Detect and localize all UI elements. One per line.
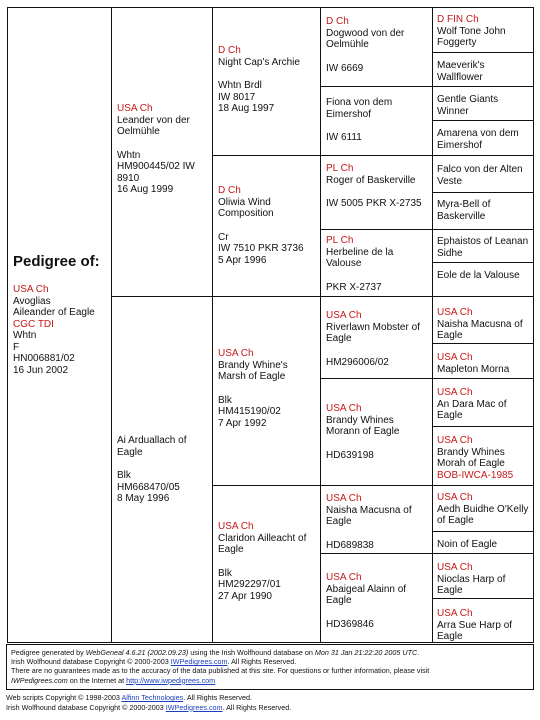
ancestor-title: USA Ch (437, 492, 473, 503)
ancestor-cell (433, 606, 534, 645)
copyright-block (6, 693, 291, 712)
grandparent-dob: 18 Aug 1997 (218, 103, 275, 114)
ancestor-cell (433, 433, 534, 483)
ancestor-cell (433, 490, 534, 529)
ancestor-name: Falco von der Alten Veste (437, 164, 523, 187)
ancestor-name: Myra-Bell of Baskerville (437, 199, 491, 222)
ancestor-title: USA Ch (437, 562, 473, 573)
copyright-text: . All Rights Reserved. (183, 693, 252, 702)
ancestor-title: USA Ch (437, 352, 473, 363)
divider (320, 86, 534, 87)
ggp-reg: HD639198 (326, 449, 374, 461)
dam-name: Ai Arduallach of Eagle (117, 435, 187, 458)
ancestor-title: USA Ch (437, 307, 473, 318)
divider (432, 531, 534, 532)
ancestor-title: USA Ch (437, 608, 473, 619)
ancestor-cell (433, 560, 534, 599)
great-grandparent-cell (321, 13, 432, 77)
ggp-name: Roger of Baskerville (326, 174, 416, 186)
ggp-reg: IW 5005 PKR X-2735 (326, 198, 422, 209)
ancestor-cell (433, 268, 534, 284)
grandparent-cell (213, 182, 320, 269)
ancestor-name: Noin of Eagle (437, 539, 498, 550)
ancestor-title: USA Ch (437, 435, 473, 446)
sire-color: Whtn (117, 149, 141, 161)
divider (320, 229, 534, 230)
grandparent-name: Night Cap's Archie (218, 56, 300, 68)
great-grandparent-cell (321, 569, 432, 633)
ancestor-name: Gentle Giants Winner (437, 94, 499, 117)
subject-name-1: Avoglias (13, 295, 51, 307)
ancestor-name: Wolf Tone John Foggerty (437, 25, 506, 48)
grandparent-reg: IW 7510 PKR 3736 (218, 243, 304, 254)
ancestor-cell (433, 92, 534, 119)
footer-app-name: WebGeneal 4.6.21 (85, 648, 146, 657)
divider (432, 262, 534, 263)
ancestor-name: Arra Sue Harp of Eagle (437, 619, 513, 642)
ancestor-cell (433, 162, 534, 189)
grandparent-name: Oliwia Wind Composition (218, 196, 274, 219)
grandparent-dob: 27 Apr 1990 (218, 590, 272, 602)
iwpedigrees-link[interactable]: IWPedigrees.com (165, 702, 223, 712)
ancestor-cell (433, 58, 534, 85)
great-grandparent-cell (321, 307, 432, 371)
ancestor-name: Eole de la Valouse (437, 270, 520, 281)
grandparent-color: Blk (218, 394, 232, 406)
footer-disclaimer: There are no guarantees made as to the accuracy of the data published at this site. For questions or further information, please visit (11, 666, 430, 676)
ancestor-cell (433, 234, 534, 261)
footer-app-version: (2002.09.23) (145, 648, 189, 657)
subject-sex: F (13, 341, 20, 353)
subject-dob: 16 Jun 2002 (13, 364, 69, 376)
grandparent-title: USA Ch (218, 521, 254, 532)
great-grandparent-cell (321, 160, 432, 213)
sire-dob: 16 Aug 1999 (117, 184, 174, 195)
divider (432, 120, 534, 121)
ggp-title: USA Ch (326, 403, 362, 414)
ggp-title: USA Ch (326, 493, 362, 504)
ancestor-name: Nioclas Harp of Eagle (437, 573, 506, 596)
grandparent-color: Whtn Brdl (218, 80, 262, 91)
sire-name: Leander von der Oelmühle (117, 114, 190, 137)
grandparent-name: Claridon Ailleacht of Eagle (218, 532, 307, 555)
divider (320, 378, 534, 379)
grandparent-dob: 5 Apr 1996 (218, 254, 267, 266)
great-grandparent-cell (321, 232, 432, 296)
ggp-title: USA Ch (326, 572, 362, 583)
sire-reg: HM900445/02 IW 8910 (117, 161, 195, 184)
divider (432, 426, 534, 427)
grandparent-cell (213, 42, 320, 118)
ancestor-name: An Dara Mac of Eagle (437, 398, 507, 421)
grandparent-cell (213, 518, 320, 605)
ggp-reg: IW 6111 (326, 132, 362, 143)
ggp-reg: HD369846 (326, 618, 374, 630)
copyright-text: Irish Wolfhound database Copyright © 2000-2003 (6, 702, 166, 712)
footer-text: on the Internet at (67, 675, 127, 685)
grandparent-reg: HM415190/02 (218, 406, 281, 417)
subject-color: Whtn (13, 330, 37, 341)
dam-cell (112, 432, 212, 508)
grandparent-color: Blk (218, 567, 232, 579)
footer-text: . (417, 648, 420, 657)
ggp-reg: HM296006/02 (326, 356, 389, 368)
subject-title-2: CGC TDI (13, 318, 54, 330)
subject-name-2: Aileander of Eagle (13, 307, 95, 318)
grandparent-color: Cr (218, 231, 229, 243)
subject-cell (8, 250, 111, 379)
great-grandparent-cell (321, 94, 432, 147)
divider (212, 155, 534, 156)
footer-text: Pedigree generated by (11, 648, 86, 657)
iwpedigrees-url-link[interactable]: http://www.iwpedigrees.com (126, 675, 216, 685)
grandparent-reg: IW 8017 (218, 91, 256, 103)
divider (432, 52, 534, 53)
ancestor-name: Maeverik's Wallflower (437, 60, 485, 83)
ancestor-cell (433, 305, 534, 344)
footer-text: . All Rights Reserved. (227, 657, 297, 667)
ancestor-cell (433, 12, 534, 51)
footer-date: Mon 31 Jan 21:22:20 2005 UTC (314, 648, 418, 657)
ancestor-name: Amarena von dem Eimershof (437, 128, 519, 151)
grandparent-reg: HM292297/01 (218, 579, 281, 590)
great-grandparent-cell (321, 490, 432, 554)
ancestor-cell (433, 126, 534, 153)
divider (111, 296, 534, 297)
subject-title: USA Ch (13, 284, 49, 295)
generation-footer (6, 644, 534, 690)
ancestor-name: Mapleton Morna (437, 363, 510, 375)
grandparent-title: D Ch (218, 185, 241, 196)
iwpedigrees-link[interactable]: IWPedigrees.com (170, 657, 228, 667)
grandparent-name: Brandy Whine's Marsh of Eagle (218, 359, 288, 382)
ggp-name: Fiona von dem Eimershof (326, 97, 393, 120)
ggp-name: Abaigeal Alainn of Eagle (326, 583, 407, 606)
ancestor-name: Ephaistos of Leanan Sidhe (437, 236, 529, 259)
ggp-reg: HD689838 (326, 539, 374, 551)
dam-color: Blk (117, 470, 131, 481)
sire-cell (112, 100, 212, 199)
ggp-reg: PKR X-2737 (326, 281, 382, 293)
dam-dob: 8 May 1996 (117, 493, 170, 504)
footer-text: Irish Wolfhound database Copyright © 2000-2003 (11, 657, 171, 667)
ancestor-name: Brandy Whines Morah of Eagle (437, 446, 505, 469)
ancestor-cell (433, 385, 534, 424)
ggp-reg: IW 6669 (326, 62, 364, 74)
ancestor-name: Aedh Buidhe O'Kelly of Eagle (437, 503, 529, 526)
dam-reg: HM668470/05 (117, 481, 180, 493)
copyright-text: Web scripts Copyright © 1998-2003 (6, 693, 122, 702)
ancestor-name: Naisha Macusna of Eagle (437, 318, 523, 341)
pedigree-heading: Pedigree of: (13, 253, 100, 270)
great-grandparent-cell (321, 400, 432, 464)
sire-title: USA Ch (117, 103, 153, 114)
ggp-name: Brandy Whines Morann of Eagle (326, 414, 400, 437)
ancestor-cell (433, 350, 534, 377)
alfinn-link[interactable]: Alfinn Technologies (121, 693, 184, 702)
footer-site-name: IWPedigrees.com (11, 675, 68, 685)
grandparent-cell (213, 345, 320, 432)
ggp-title: D Ch (326, 16, 349, 27)
divider (432, 192, 534, 193)
ggp-name: Naisha Macusna of Eagle (326, 504, 412, 527)
ancestor-title: D FIN Ch (437, 14, 479, 25)
copyright-text: . All Rights Reserved. (222, 702, 292, 712)
grandparent-dob: 7 Apr 1992 (218, 417, 267, 429)
ancestor-cell (433, 537, 534, 553)
ggp-name: Riverlawn Mobster of Eagle (326, 321, 420, 344)
footer-text: using the Irish Wolfhound database on (188, 648, 315, 657)
ggp-name: Dogwood von der Oelmühle (326, 27, 405, 50)
ggp-title: PL Ch (326, 235, 354, 246)
ggp-title: PL Ch (326, 163, 354, 174)
ancestor-award: BOB-IWCA-1985 (437, 469, 514, 481)
subject-reg: HN006881/02 (13, 353, 75, 364)
ancestor-cell (433, 197, 534, 224)
grandparent-title: D Ch (218, 45, 241, 56)
divider (212, 485, 534, 486)
ggp-title: USA Ch (326, 310, 362, 321)
grandparent-title: USA Ch (218, 348, 254, 359)
ggp-name: Herbeline de la Valouse (326, 246, 394, 269)
ancestor-title: USA Ch (437, 387, 473, 398)
